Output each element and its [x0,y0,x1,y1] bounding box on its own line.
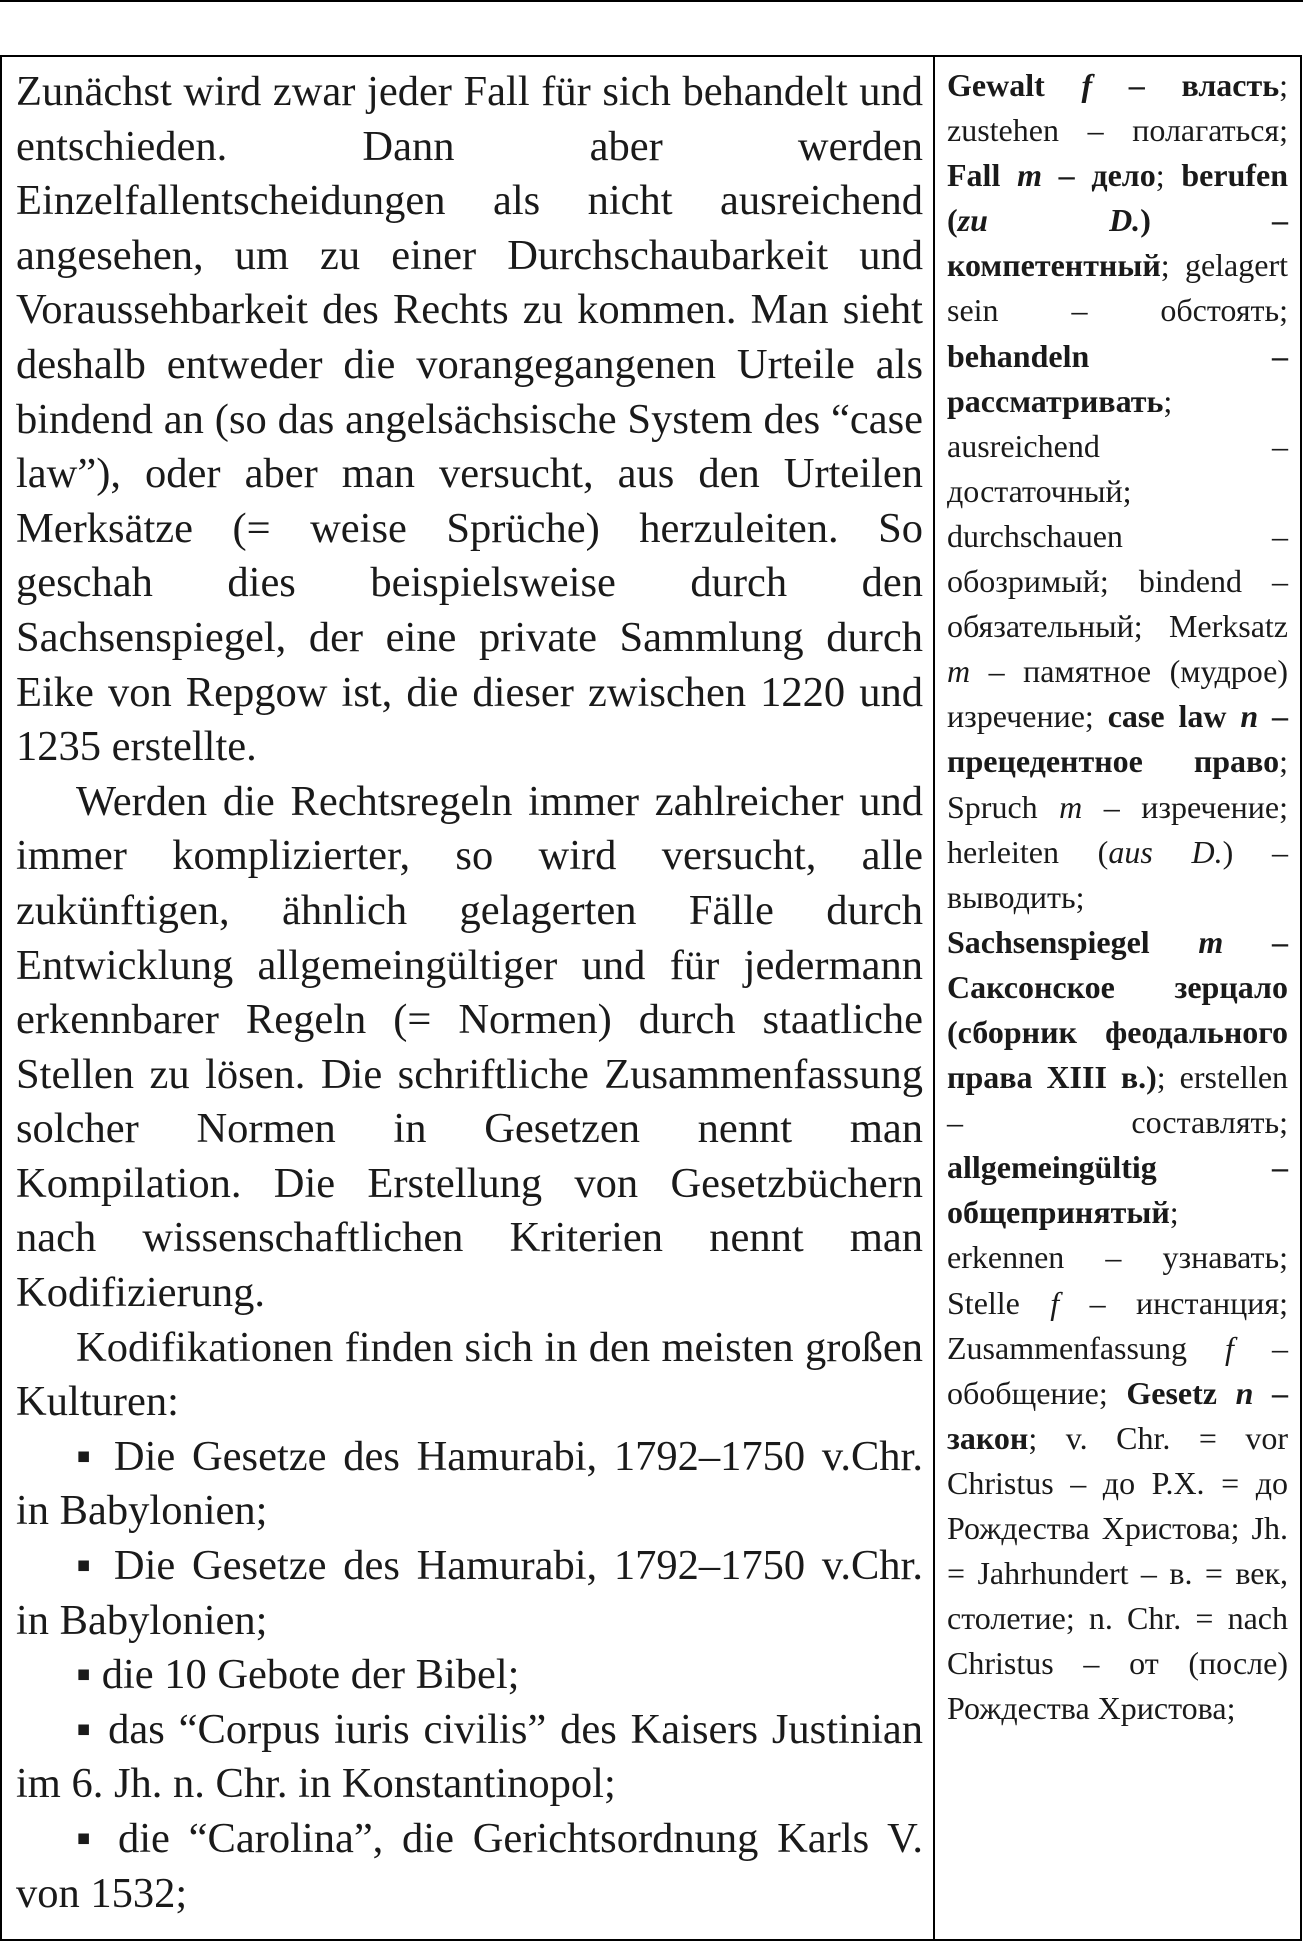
vocab-gender: m [1059,788,1083,825]
vocab-translation: Саксонское зерцало (сборник феодального права XIII в.) [947,968,1288,1096]
list-item: ▪ die “Carolina”, die Gerichtsordnung Karls V. von 1532; [16,1815,923,1917]
vocab-entry: gelagert sein – обстоять; [947,247,1288,329]
paragraph-2: Werden die Rechtsregeln immer zahlreicher und immer komplizierter, so wird versucht, alle zukünftigen, ähnlich gelagerten Fälle durch Entwicklung allgemeingültiger und für jedermann erkennbarer Regeln (= Normen) durch staatliche Stellen zu lösen. Die schriftliche Zusammenfassung solcher Normen in Gesetzen nennt man Kompilation. Die Erstellung von Gesetzbüchern nach wissenschaftlichen Kriterien nennt man Kodifizierung. [16,777,923,1317]
vocab-translation: прецедентное право [947,743,1280,780]
vocab-entry: zustehen – полагаться; [947,112,1288,149]
vocab-translation: изречение [1141,788,1280,825]
vocab-translation: рассматривать [947,382,1164,419]
vocab-entry: Gewalt f – власть; [947,67,1289,103]
vocab-term: erkennen [947,1239,1065,1276]
vocab-note: aus D. [1108,833,1223,870]
vocabulary-entries [947,67,1288,1456]
vocab-term: ausreichend [947,427,1100,464]
vocab-gender: f [1050,1284,1060,1321]
vocab-gender: m [1017,157,1042,194]
list-item: ▪ die 10 Gebote der Bibel; [76,1651,520,1699]
vocab-term: behandeln [947,337,1090,374]
vocab-gender: m [947,653,971,690]
vocab-translation: обязательный [947,608,1134,645]
vocab-entry: Stelle f – инстанция; [947,1284,1288,1321]
vocab-term: herleiten [947,833,1059,870]
page-table [0,55,1302,1941]
vocab-entry: erkennen – узнавать; [947,1239,1288,1276]
vocab-entry: ausreichend – достаточный; [947,427,1288,509]
vocab-entry: Zusammenfassung f – обобщение; [947,1329,1288,1411]
list-item: ▪ Die Gesetze des Hamurabi, 1792–1750 v.Chr. in Babylonien; [16,1432,923,1535]
vocab-entry: berufen (zu D.) – компетентный; [947,157,1289,284]
vocab-entry: herleiten (aus D.) – выводить; [947,833,1289,915]
vocab-term: Stelle [947,1284,1020,1321]
vocab-entry: Fall m – дело; [947,157,1182,194]
vocab-translation: власть [1181,67,1280,103]
paragraph-1: Zunächst wird zwar jeder Fall für sich behandelt und entschieden. Dann aber werden Einzelfallentscheidungen als nicht ausreichend angesehen, um zu einer Durchschaubarkeit und Voraussehbarkeit des Rechts zu kommen. Man sieht deshalb entweder die vorangegangenen Urteile als bindend an (so das angelsächsische System des “case law”), oder aber man versucht, aus den Urteilen Merksätze (= weise Sprüche) herzuleiten. So geschah dies beispielsweise durch den Sachsenspiegel, der eine private Sammlung durch Eike von Repgow ist, die dieser zwischen 1220 und 1235 erstellte. [16,68,923,771]
vocab-term: Gesetz [1126,1374,1217,1411]
vocab-note: zu D. [957,202,1141,239]
vocab-translation: памятное (мудрое) изречение [947,653,1289,735]
vocab-entry: erstellen – составлять; [947,1059,1289,1141]
main-text-column [2,57,935,1939]
vocab-gender: n [1235,1374,1254,1411]
vocab-term: Sachsenspiegel [947,923,1150,960]
vocab-term: Spruch [947,788,1038,825]
vocab-entry: behandeln – рассматривать; [947,337,1288,419]
vocab-term: erstellen [1179,1059,1289,1096]
vocab-translation: выводить [947,878,1076,915]
vocab-translation: компетентный [947,247,1161,284]
vocab-entry: Spruch m – изречение; [947,788,1289,825]
vocab-entry: Sachsenspiegel m – Саксонское зерцало (сборник феодального права XIII в.); [947,923,1289,1096]
vocab-term: durchschauen [947,517,1123,554]
vocab-term: Zusammenfassung [947,1329,1187,1366]
vocab-translation: обобщение [947,1374,1099,1411]
top-rule [0,0,1303,2]
vocab-translation: обстоять [1160,292,1280,329]
vocab-translation: составлять [1131,1104,1280,1141]
vocabulary-column [935,57,1300,1939]
vocab-gender: n [1240,698,1259,735]
vocab-translation: обозримый [947,563,1100,600]
vocab-term: Gewalt [947,67,1045,103]
vocab-gender: f [1081,67,1093,103]
vocab-term: bindend [1138,563,1242,600]
vocab-term: Merksatz [1168,608,1288,645]
vocab-term: Fall [947,157,1001,194]
vocab-translation: общепринятый [947,1194,1170,1231]
vocab-term: zustehen [947,112,1059,149]
vocab-translation: инстанция [1135,1284,1280,1321]
vocab-translation: закон [947,1419,1029,1456]
vocab-translation: дело [1091,157,1156,194]
vocab-entry: durchschauen – обозримый; [947,517,1288,600]
vocab-term: gelagert sein [947,247,1288,329]
vocab-term: berufen [1181,157,1289,194]
list-item: ▪ Die Gesetze des Hamurabi, 1792–1750 v.Chr. in Babylonien; [16,1542,923,1644]
vocab-translation: узнавать [1162,1239,1280,1276]
paragraph-3: Kodifikationen finden sich in den meisten großen Kulturen: [16,1323,923,1426]
list-item: ▪ das “Corpus iuris civilis” des Kaisers Justinian im 6. Jh. n. Chr. in Konstantinopol; [16,1705,923,1808]
vocab-entry: Gesetz n – закон; [947,1374,1289,1456]
vocab-gender: m [1198,923,1224,960]
vocab-entry: case law n – прецедентное право; [947,698,1289,780]
vocab-term: allgemeingültig [947,1149,1157,1186]
vocab-translation: полагаться [1132,112,1280,149]
vocab-gender: f [1225,1329,1234,1366]
vocab-entry: allgemeingültig – общепринятый; [947,1149,1288,1231]
vocab-entry: bindend – обязательный; [947,563,1288,645]
vocab-term: case law [1107,698,1227,735]
vocab-translation: достаточный [947,472,1123,509]
vocab-entry: Merksatz m – памятное (мудрое) изречение; [947,608,1289,735]
abbreviation-notes: v. Chr. = vor Christus – до Р.Х. = до Рождества Христова; Jh. = Jahrhundert – в. = век, столетие; n. Chr. = nach Christus – от (после) Рождества Христова; [947,1419,1288,1727]
